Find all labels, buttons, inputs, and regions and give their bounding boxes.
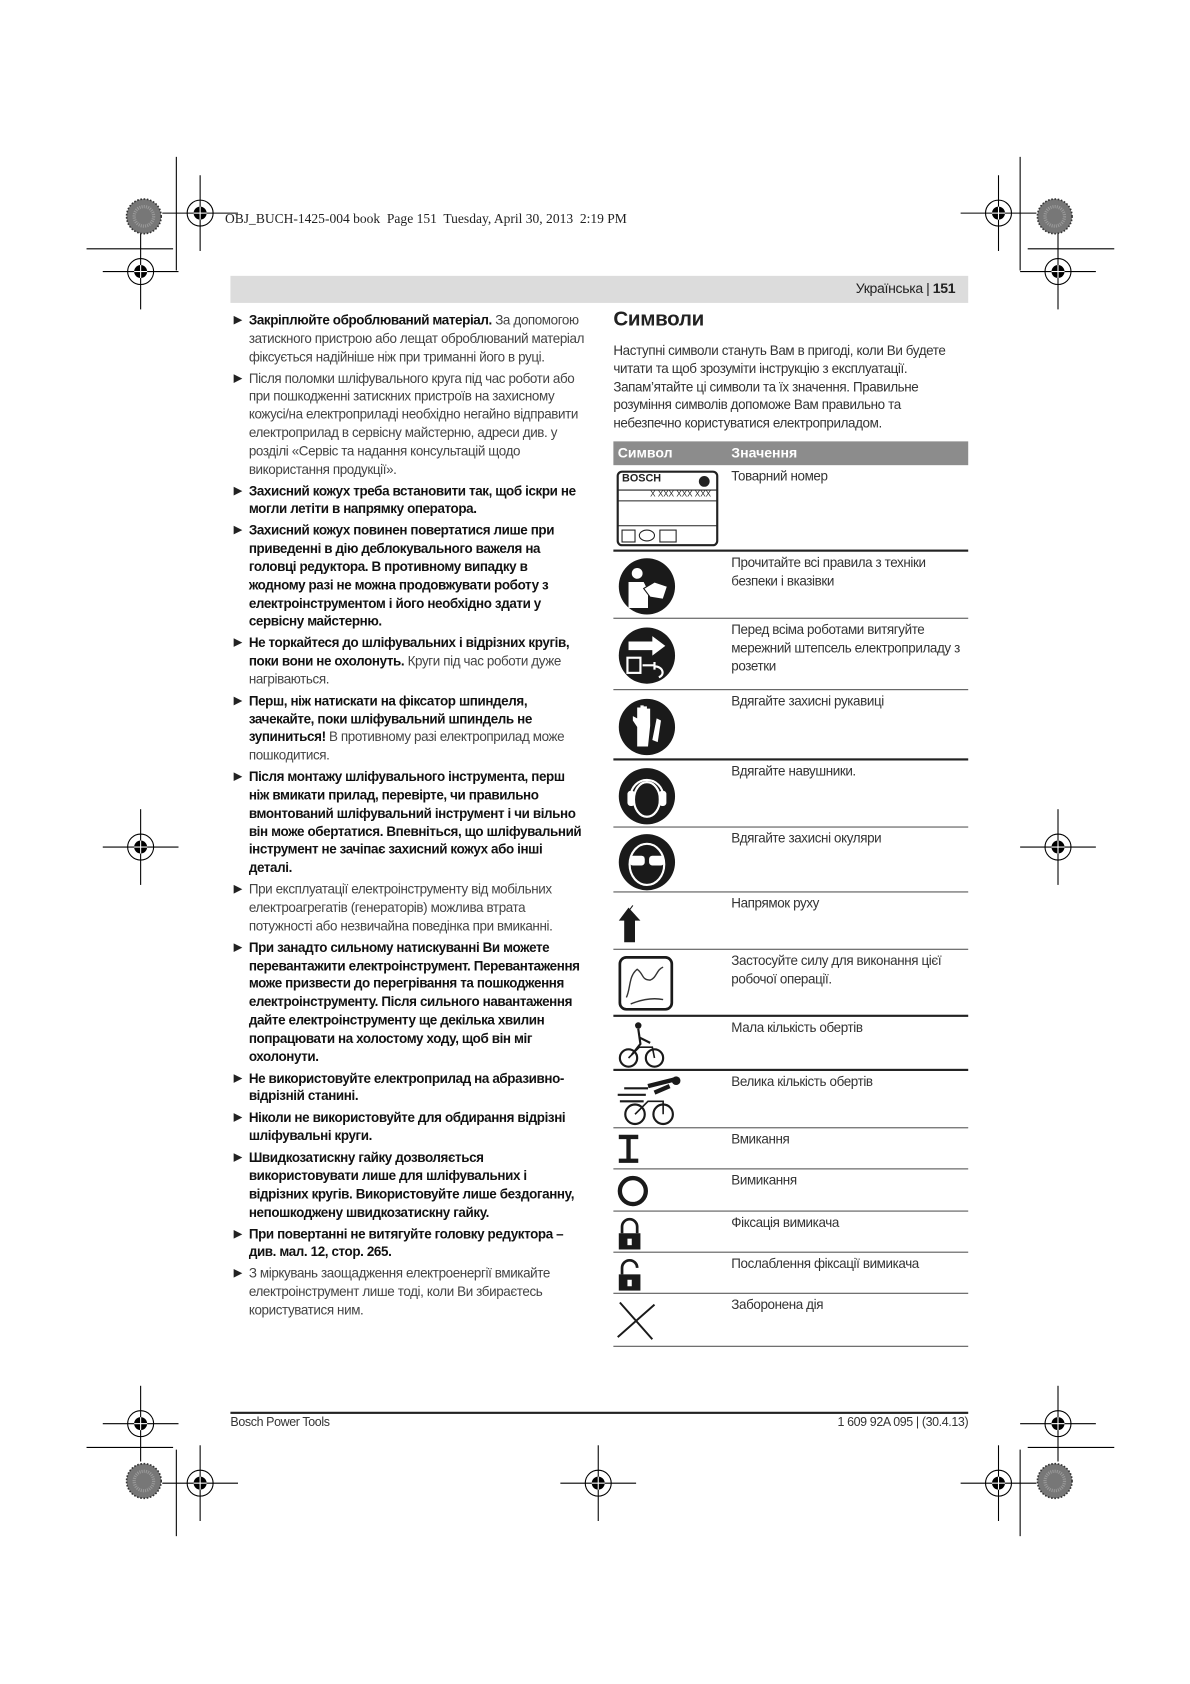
table-row bbox=[613, 690, 968, 760]
bullet-item bbox=[234, 1225, 587, 1261]
color-bar-icon bbox=[1037, 1464, 1072, 1499]
symbol-meaning: Напрямок руху bbox=[731, 895, 820, 911]
goggles-icon bbox=[616, 832, 681, 893]
ear-protection-icon bbox=[616, 765, 681, 828]
bullet-item bbox=[234, 1265, 587, 1320]
bullet-item bbox=[234, 1149, 587, 1222]
bullet-item bbox=[234, 881, 587, 936]
symbol-meaning: Вимикання bbox=[731, 1172, 797, 1188]
table-row bbox=[613, 1253, 968, 1294]
bullet-item bbox=[234, 768, 587, 877]
bullet-item bbox=[234, 1069, 587, 1105]
symbol-meaning: Перед всіма роботами витягуйте мережний штепсель електроприладу з розетки bbox=[731, 622, 960, 674]
bullet-bold-text: Швидкозатискну гайку дозволяється використовувати лише для шліфувальних і відрізних кругів. Використовуйте лише бездоганну, непошкоджену швидкозатискну гайку. bbox=[248, 1150, 575, 1220]
bullet-triangle-icon bbox=[234, 374, 243, 383]
page-number: 151 bbox=[932, 280, 956, 297]
symbol-meaning: Фіксація вимикача bbox=[731, 1214, 839, 1231]
table-row bbox=[613, 950, 968, 1017]
table-row bbox=[613, 892, 968, 949]
bullet-triangle-icon bbox=[234, 526, 243, 535]
symbol-meaning: Товарний номер bbox=[731, 468, 828, 484]
table-row bbox=[613, 465, 968, 552]
color-bar-icon bbox=[127, 1464, 162, 1499]
page-header-bar bbox=[230, 276, 968, 303]
bullet-text: З міркувань заощадження електроенергії вмикайте електроінструмент лише тоді, коли Ви збираєтесь користуватися ним. bbox=[248, 1266, 550, 1318]
bullet-bold-text: Захисний кожух повинен повертатися лише при приведенні в дію деблокувального важеля на головці редуктора. В противному випадку в жодному разі не можна продовжувати роботу з електроінструментом і його необхідно здати у сервісну майстерню. bbox=[248, 522, 555, 629]
table-row bbox=[613, 828, 968, 893]
symbol-meaning: Послаблення фіксації вимикача bbox=[731, 1255, 919, 1272]
bullet-bold-text: Закріплюйте оброблюваний матеріал. bbox=[248, 312, 492, 328]
bullet-text: При експлуатації електроінструменту від мобільних електроагрегатів (генераторів) можлива втрата потужності або незвичайна поведінка при вмиканні. bbox=[248, 881, 553, 934]
bullet-text: Після поломки шліфувального круга під час роботи або при пошкодженні затискних пристроїв на захисному кожусі/на електроприладі необхідно негайно відправити електроприлад в сервісну майстерню, адреси див. у розділі «Сервіс та надання консультацій щодо використання продукції». bbox=[248, 370, 579, 477]
bullet-triangle-icon bbox=[234, 1114, 243, 1123]
symbol-meaning: Вдягайте захисні рукавиці bbox=[731, 693, 884, 709]
section-title: Символи bbox=[613, 308, 704, 332]
bullet-bold-text: Захисний кожух треба встановити так, щоб іскри не могли летіти в напрямку оператора. bbox=[248, 483, 576, 517]
bullet-triangle-icon bbox=[234, 1153, 243, 1162]
table-row bbox=[613, 1294, 968, 1347]
header-language: Українська bbox=[855, 280, 923, 297]
symbol-meaning: Вмикання bbox=[731, 1131, 790, 1147]
bullet-item bbox=[234, 482, 587, 518]
bullet-bold-text: При повертанні не витягуйте головку редуктора – див. мал. 12, стор. 265. bbox=[248, 1226, 564, 1260]
table-row bbox=[613, 619, 968, 690]
unlock-icon bbox=[616, 1257, 648, 1294]
direction-arrow-icon bbox=[616, 897, 659, 947]
gloves-icon bbox=[616, 695, 681, 760]
bullet-bold-text: Не торкайтеся до шліфувальних і відрізних кругів, поки вони не охолонуть. bbox=[248, 635, 570, 669]
bullet-item bbox=[234, 312, 587, 367]
symbols-section bbox=[613, 308, 968, 432]
bullet-bold-text: Після монтажу шліфувального інструмента, перш ніж вмикати прилад, перевірте, чи правильно вмонтований шліфувальний інструмент і чи вільно він може обертатися. Впевніться, що шліфувальний інструмент не зачіпає захисний кожух або інші деталі. bbox=[248, 769, 582, 876]
bullet-bold-text: При занадто сильному натискуванні Ви можете перевантажити електроінструмент. Перевантаження може призвести до перегрівання та пошкодження електроінструменту. Після сильного навантаження дайте електроінструменту ще декілька хвилин попрацювати на холостому ходу, щоб він міг охолонути. bbox=[248, 939, 580, 1065]
bullet-triangle-icon bbox=[234, 943, 243, 952]
nameplate-brand: BOSCH bbox=[622, 472, 662, 485]
bullet-triangle-icon bbox=[234, 1269, 243, 1278]
bullet-bold-text: Перш, ніж натискати на фіксатор шпинделя, зачекайте, поки шліфувальний шпиндель не зупиниться! bbox=[248, 693, 532, 745]
symbol-meaning: Мала кількість обертів bbox=[731, 1020, 863, 1036]
symbols-table bbox=[613, 441, 968, 1346]
bullet-bold-text: Не використовуйте електроприлад на абразивно-відрізній станині. bbox=[248, 1070, 564, 1104]
symbol-meaning: Вдягайте захисні окуляри bbox=[731, 830, 882, 846]
footer-brand: Bosch Power Tools bbox=[230, 1416, 330, 1430]
table-row bbox=[613, 1212, 968, 1253]
table-row bbox=[613, 1128, 968, 1169]
bullet-triangle-icon bbox=[234, 1229, 243, 1238]
table-row bbox=[613, 1017, 968, 1071]
bullet-text: Круги під час роботи дуже нагріваються. bbox=[248, 653, 561, 687]
table-row bbox=[613, 552, 968, 619]
bullet-item bbox=[234, 939, 587, 1066]
fast-bike-icon bbox=[616, 1075, 692, 1127]
unplug-icon bbox=[616, 623, 681, 688]
bullet-bold-text: Ніколи не використовуйте для обдирання відрізні шліфувальні круги. bbox=[248, 1110, 566, 1144]
footer-rule bbox=[230, 1412, 968, 1414]
prohibited-icon bbox=[616, 1298, 659, 1343]
lock-icon bbox=[616, 1216, 648, 1253]
table-header bbox=[613, 441, 968, 465]
symbol-meaning: Застосуйте силу для виконання цієї робочої операції. bbox=[731, 953, 942, 987]
bullet-item bbox=[234, 634, 587, 689]
table-row bbox=[613, 1071, 968, 1128]
safety-instructions-list bbox=[234, 312, 587, 1323]
bullet-item bbox=[234, 370, 587, 479]
column-header-symbol: Символ bbox=[617, 444, 673, 461]
header-separator: | bbox=[926, 280, 930, 297]
bullet-triangle-icon bbox=[234, 1074, 243, 1083]
bullet-item bbox=[234, 692, 587, 765]
bullet-triangle-icon bbox=[234, 773, 243, 782]
symbol-meaning: Прочитайте всі правила з техніки безпеки і вказівки bbox=[731, 554, 926, 589]
bullet-triangle-icon bbox=[234, 639, 243, 648]
slow-bike-icon bbox=[616, 1021, 670, 1069]
table-row bbox=[613, 1169, 968, 1211]
nameplate-number: X XXX XXX XXX bbox=[650, 488, 712, 499]
bullet-triangle-icon bbox=[234, 885, 243, 894]
bullet-text: За допомогою затискного пристрою або лещат оброблюваний матеріал фіксується надійніше ніж при триманні його в руці. bbox=[248, 312, 585, 365]
print-meta-line: OBJ_BUCH-1425-004 book Page 151 Tuesday, April 30, 2013 2:19 PM bbox=[225, 210, 627, 227]
symbol-meaning: Вдягайте навушники. bbox=[731, 763, 856, 779]
color-bar-icon bbox=[127, 199, 162, 234]
section-intro: Наступні символи стануть Вам в пригоді, коли Ви будете читати та щоб зрозуміти інструкцію з експлуатації. Запам’ятайте ці символи та їх значення. Правильне розуміння символів допоможе Вам правильно та небезпечно користуватися електроприладом. bbox=[613, 342, 946, 431]
symbol-meaning: Заборонена дія bbox=[731, 1297, 824, 1313]
table-row bbox=[613, 761, 968, 828]
power-on-icon bbox=[616, 1133, 648, 1168]
read-manual-icon bbox=[616, 556, 681, 617]
color-bar-icon bbox=[1037, 199, 1072, 234]
bullet-triangle-icon bbox=[234, 697, 243, 706]
column-header-meaning: Значення bbox=[731, 444, 798, 461]
bullet-triangle-icon bbox=[234, 316, 243, 325]
footer-doc-number: 1 609 92A 095 | (30.4.13) bbox=[837, 1416, 969, 1430]
force-icon bbox=[616, 954, 677, 1012]
symbol-meaning: Велика кількість обертів bbox=[731, 1074, 873, 1090]
power-off-icon bbox=[616, 1174, 653, 1211]
bullet-item bbox=[234, 1109, 587, 1145]
bullet-triangle-icon bbox=[234, 486, 243, 495]
bullet-text: В противному разі електроприлад може пошкодитися. bbox=[248, 729, 565, 763]
bullet-item bbox=[234, 522, 587, 631]
